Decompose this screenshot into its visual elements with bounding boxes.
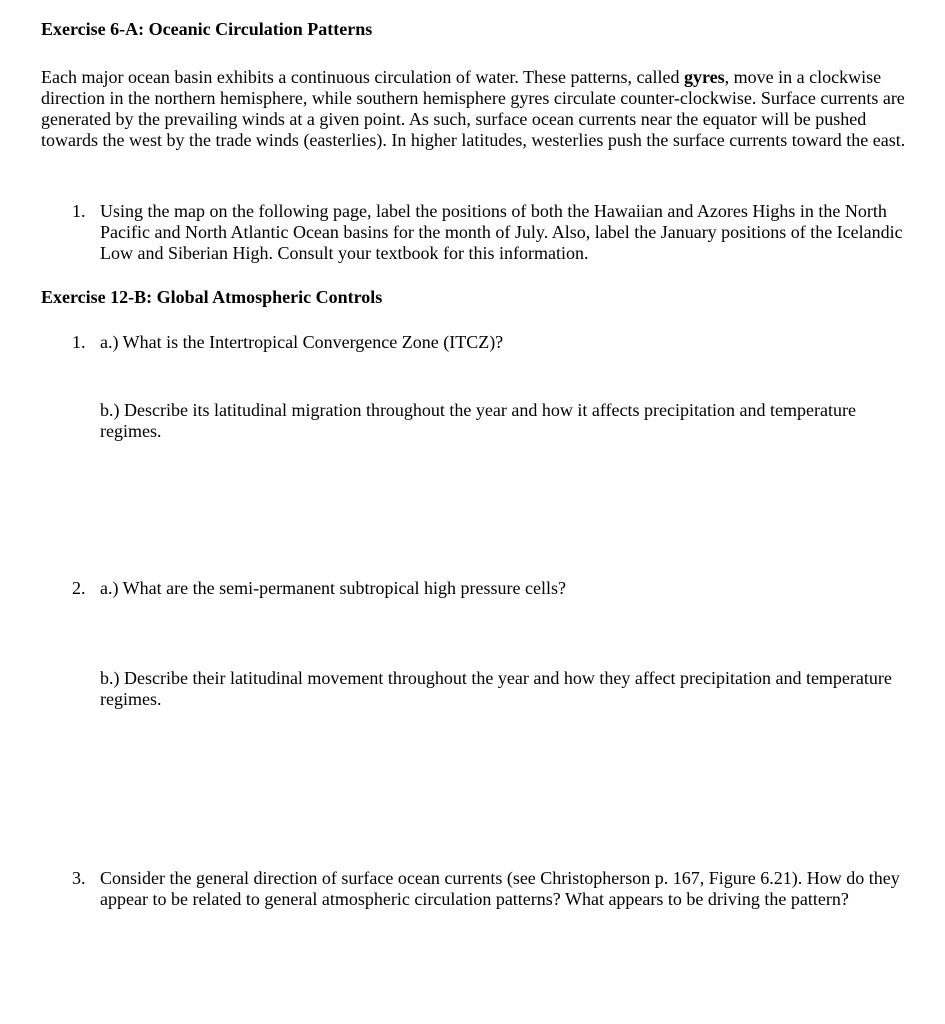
intro-text-end: , move in a clockwise direction in the northern hemisphere, while southern hemisphere gyres circulate counter-clockwise. Surface currents are generated by the prevailing winds at a given point. As such, surface ocean currents near the equator will be pushed towards the west by the trade winds (easterlies). In higher latitudes, westerlies push the surface currents toward the east.	[41, 67, 906, 150]
exercise-6a-title: Exercise 6-A: Oceanic Circulation Patterns	[41, 19, 373, 39]
exercise-12b-q2a-text: a.) What are the semi-permanent subtropical high pressure cells?	[100, 578, 566, 598]
exercise-12b-q3-text: Consider the general direction of surface ocean currents (see Christopherson p. 167, Figure 6.21). How do they appear to be related to general atmospheric circulation patterns? What appears to be driving the pattern?	[100, 868, 900, 909]
exercise-12b-q1a-text: a.) What is the Intertropical Convergence Zone (ITCZ)?	[100, 332, 504, 352]
intro-text-start: Each major ocean basin exhibits a continuous circulation of water. These patterns, called	[41, 67, 684, 87]
exercise-12b-q2b-text: b.) Describe their latitudinal movement throughout the year and how they affect precipitation and temperature regimes.	[100, 668, 892, 709]
exercise-12b-title: Exercise 12-B: Global Atmospheric Controls	[41, 287, 383, 307]
exercise-6a-q1-text: Using the map on the following page, label the positions of both the Hawaiian and Azores Highs in the North Pacific and North Atlantic Ocean basins for the month of July. Also, label the January positions of the Icelandic Low and Siberian High. Consult your textbook for this information.	[100, 201, 903, 263]
exercise-12b-q1-number: 1.	[72, 332, 86, 352]
exercise-12b-q3-number: 3.	[72, 868, 86, 888]
exercise-12b-q2-number: 2.	[72, 578, 86, 598]
gyres-term: gyres	[683, 67, 725, 87]
exercise-12b-q1b-text: b.) Describe its latitudinal migration throughout the year and how it affects precipitation and temperature regimes.	[100, 400, 856, 441]
exercise-6a-intro	[41, 67, 921, 151]
exercise-6a-q1-number: 1.	[72, 201, 86, 221]
